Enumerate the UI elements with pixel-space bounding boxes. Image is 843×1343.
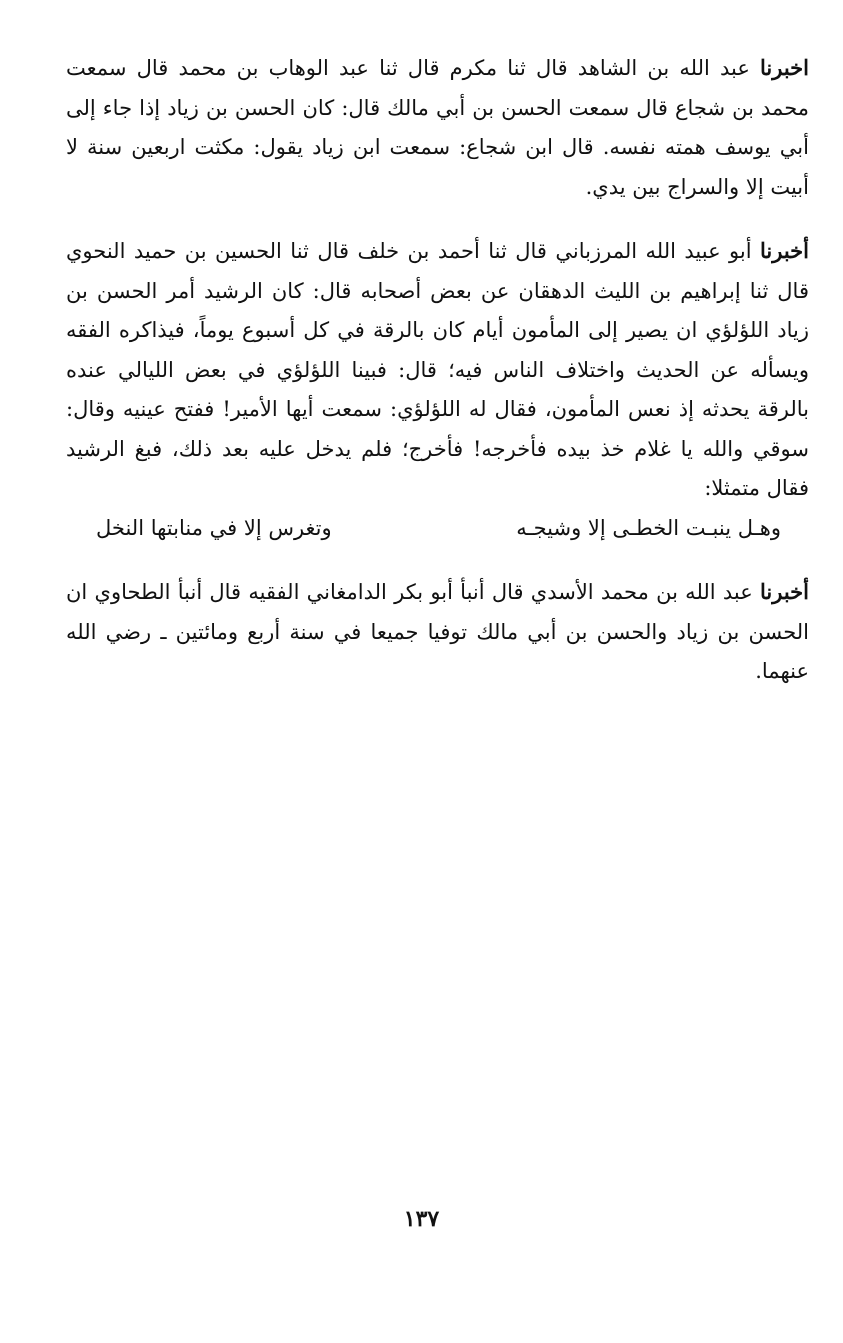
paragraph-2 [66, 231, 809, 509]
paragraph-1 [66, 48, 809, 207]
paragraph-3-text: عبد الله بن محمد الأسدي قال أنبأ أبو بكر الدامغاني الفقيه قال أنبأ الطحاوي ان الحسن بن زياد والحسن بن أبي مالك توفيا جميعا في سنة أربع ومائتين ـ رضي الله عنهما. [66, 580, 809, 683]
verse-second-hemistich: وتغرس إلا في منابتها النخل [96, 515, 332, 540]
page-text [66, 48, 809, 692]
paragraph-3-lead: أخبرنا [760, 579, 809, 604]
paragraph-1-text: عبد الله بن الشاهد قال ثنا مكرم قال ثنا عبد الوهاب بن محمد قال سمعت محمد بن شجاع قال سمعت الحسن بن أبي مالك قال: كان الحسن بن زياد إذا جاء إلى أبي يوسف همته نفسه. قال ابن شجاع: سمعت ابن زياد يقول: مكثت اربعين سنة لا أبيت إلا والسراج بين يدي. [66, 56, 809, 199]
page-number: ١٣٧ [403, 1206, 440, 1232]
poem-verse [66, 509, 809, 549]
paragraph-3 [66, 572, 809, 692]
paragraph-2-text: أبو عبيد الله المرزباني قال ثنا أحمد بن خلف قال ثنا الحسين بن حميد النحوي قال ثنا إبراهيم بن الليث الدهقان عن بعض أصحابه قال: كان الرشيد أمر الحسن بن زياد اللؤلؤي ان يصير إلى المأمون أيام كان بالرقة في كل أسبوع يوماً، فيذاكره الفقه ويسأله عن الحديث واختلاف الناس فيه؛ قال: فبينا اللؤلؤي في بعض الليالي عنده بالرقة يحدثه إذ نعس المأمون، فقال له اللؤلؤي: سمعت أيها الأمير! ففتح عينيه وقال: سوقي والله يا غلام خذ بيده فأخرجه! فأخرج؛ فلم يدخل عليه بعد ذلك، فبغ الرشيد فقال متمثلا: [66, 239, 809, 500]
verse-first-hemistich: وهـل ينبـت الخطـى إلا وشيجـه [516, 515, 781, 540]
paragraph-2-lead: أخبرنا [760, 238, 809, 263]
paragraph-1-lead: اخبرنا [760, 55, 809, 80]
